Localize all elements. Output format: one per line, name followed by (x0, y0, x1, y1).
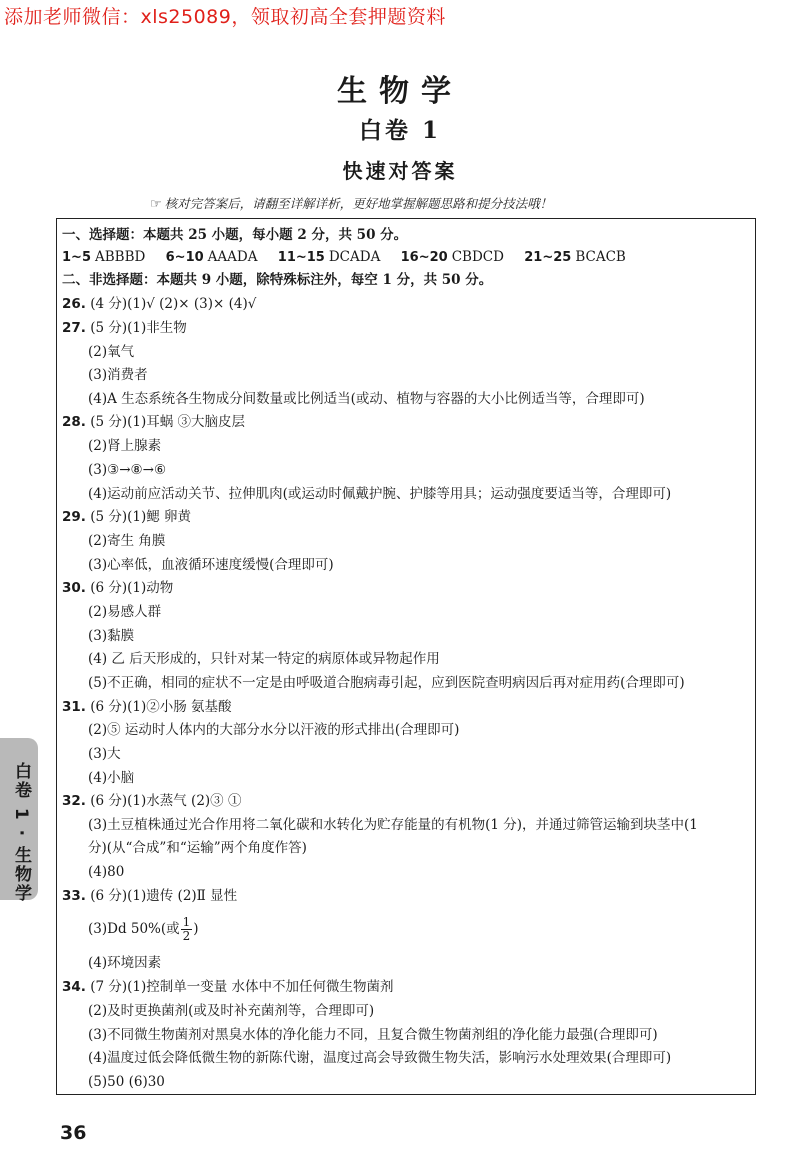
answer-line: (2)及时更换菌剂(或及时补充菌剂等，合理即可) (88, 1003, 375, 1019)
section-title: 快速对答案 (342, 159, 458, 183)
answer-line: (3)大 (88, 746, 121, 762)
answer-letters: ABBBD (94, 249, 146, 265)
answer-line: (4)环境因素 (88, 955, 162, 971)
tip-line (150, 194, 552, 212)
fraction (181, 916, 193, 943)
question-32 (62, 793, 241, 809)
answer-text: (7 分)(1)控制单一变量 水体中不加任何微生物菌剂 (90, 979, 394, 995)
answer-line: (3)心率低，血液循环速度缓慢(合理即可) (88, 557, 334, 573)
answer-range: 21~25 (524, 250, 572, 265)
answer-letters: DCADA (328, 249, 381, 265)
answer-line: (2)氧气 (88, 344, 135, 360)
fraction-denominator: 2 (182, 929, 191, 943)
answer-text: (5 分)(1)鳃 卵黄 (90, 509, 192, 525)
answer-text: ) (193, 921, 199, 937)
answer-text: (5 分)(1)耳蜗 ③大脑皮层 (90, 414, 246, 430)
watermark-text: 添加老师微信：xls25089，领取初高全套押题资料 (4, 6, 446, 28)
question-26 (62, 296, 256, 312)
question-30 (62, 580, 173, 596)
question-27 (62, 320, 187, 336)
question-31 (62, 699, 232, 715)
answer-text: (6 分)(1)遗传 (2)Ⅱ 显性 (90, 888, 238, 904)
question-number: 27. (62, 320, 86, 336)
answer-line: (3)③→⑧→⑥ (88, 462, 167, 478)
answer-line: (4)A 生态系统各生物成分间数量或比例适当(或动、植物与容器的大小比例适当等，合理即可) (88, 391, 645, 407)
answer-line: (4) 乙 后天形成的，只针对某一特定的病原体或异物起作用 (88, 651, 440, 667)
tip-text: 核对完答案后，请翻至详解详析，更好地掌握解题思路和提分技法哦！ (164, 196, 553, 211)
answer-line: (5)50 (6)30 (88, 1074, 165, 1090)
answer-line: (2)寄生 角膜 (88, 533, 166, 549)
answer-line: (2)⑤ 运动时人体内的大部分水分以汗液的形式排出(合理即可) (88, 722, 460, 738)
part1-heading: 一、选择题：本题共 25 小题，每小题 2 分，共 50 分。 (62, 227, 408, 243)
answer-text: (5 分)(1)非生物 (90, 320, 187, 336)
question-33 (62, 888, 237, 904)
question-number: 30. (62, 580, 86, 596)
side-tab-label: 白卷 1 · 生物学 (11, 762, 31, 904)
question-number: 34. (62, 979, 86, 995)
answer-group (401, 249, 504, 265)
answer-line: 分)(从“合成”和“运输”两个角度作答) (88, 840, 307, 856)
fraction-numerator: 1 (182, 915, 191, 929)
question-34 (62, 979, 394, 995)
answer-group (278, 249, 381, 265)
answer-line: (5)不正确，相同的症状不一定是由呼吸道合胞病毒引起，应到医院查明病因后再对症用药(合理即可) (88, 675, 685, 691)
answer-range: 6~10 (165, 250, 204, 265)
answer-text: (6 分)(1)水蒸气 (2)③ ① (90, 793, 242, 809)
answer-range: 16~20 (400, 250, 448, 265)
answer-line-fraction (88, 916, 199, 943)
question-29 (62, 509, 191, 525)
answer-text: (4 分)(1)√ (2)× (3)× (4)√ (90, 296, 257, 312)
answer-letters: BCACB (575, 249, 626, 265)
answer-range: 1~5 (62, 250, 91, 265)
answer-text: (3)Dd 50%(或 (88, 921, 180, 937)
answer-text: (6 分)(1)动物 (90, 580, 174, 596)
answer-line: (4)运动前应活动关节、拉伸肌肉(或运动时佩戴护腕、护膝等用具；运动强度要适当等，合理即可) (88, 486, 672, 502)
answer-range: 11~15 (277, 250, 325, 265)
answer-line: (3)土豆植株通过光合作用将二氧化碳和水转化为贮存能量的有机物(1 分)，并通过筛管运输到块茎中(1 (88, 817, 698, 833)
question-number: 32. (62, 793, 86, 809)
answer-group (62, 249, 145, 265)
answer-line: (4)小脑 (88, 770, 135, 786)
question-number: 29. (62, 509, 86, 525)
answer-line: (2)肾上腺素 (88, 438, 162, 454)
answer-letters: CBDCD (451, 249, 504, 265)
paper-subtitle: 白卷 1 (358, 117, 441, 144)
page-number: 36 (60, 1122, 87, 1144)
answer-line: (4)80 (88, 864, 125, 880)
question-number: 26. (62, 296, 86, 312)
answer-group (166, 249, 258, 265)
answer-line: (2)易感人群 (88, 604, 162, 620)
pointing-hand-icon: ☞ (150, 197, 162, 212)
answer-text: (6 分)(1)②小肠 氨基酸 (90, 699, 232, 715)
page-title: 生物学 (337, 74, 463, 109)
answer-group (524, 249, 626, 265)
answer-line: (3)消费者 (88, 367, 148, 383)
question-number: 33. (62, 888, 86, 904)
question-number: 28. (62, 414, 86, 430)
answer-line: (3)不同微生物菌剂对黑臭水体的净化能力不同，且复合微生物菌剂组的净化能力最强(合理即可) (88, 1027, 658, 1043)
answer-line: (4)温度过低会降低微生物的新陈代谢，温度过高会导致微生物失活，影响污水处理效果(合理即可) (88, 1050, 672, 1066)
choice-answers-row (62, 249, 642, 266)
part2-heading: 二、非选择题：本题共 9 小题，除特殊标注外，每空 1 分，共 50 分。 (62, 272, 493, 288)
question-28 (62, 414, 245, 430)
answer-letters: AAADA (207, 249, 258, 265)
question-number: 31. (62, 699, 86, 715)
answer-line: (3)黏膜 (88, 628, 135, 644)
